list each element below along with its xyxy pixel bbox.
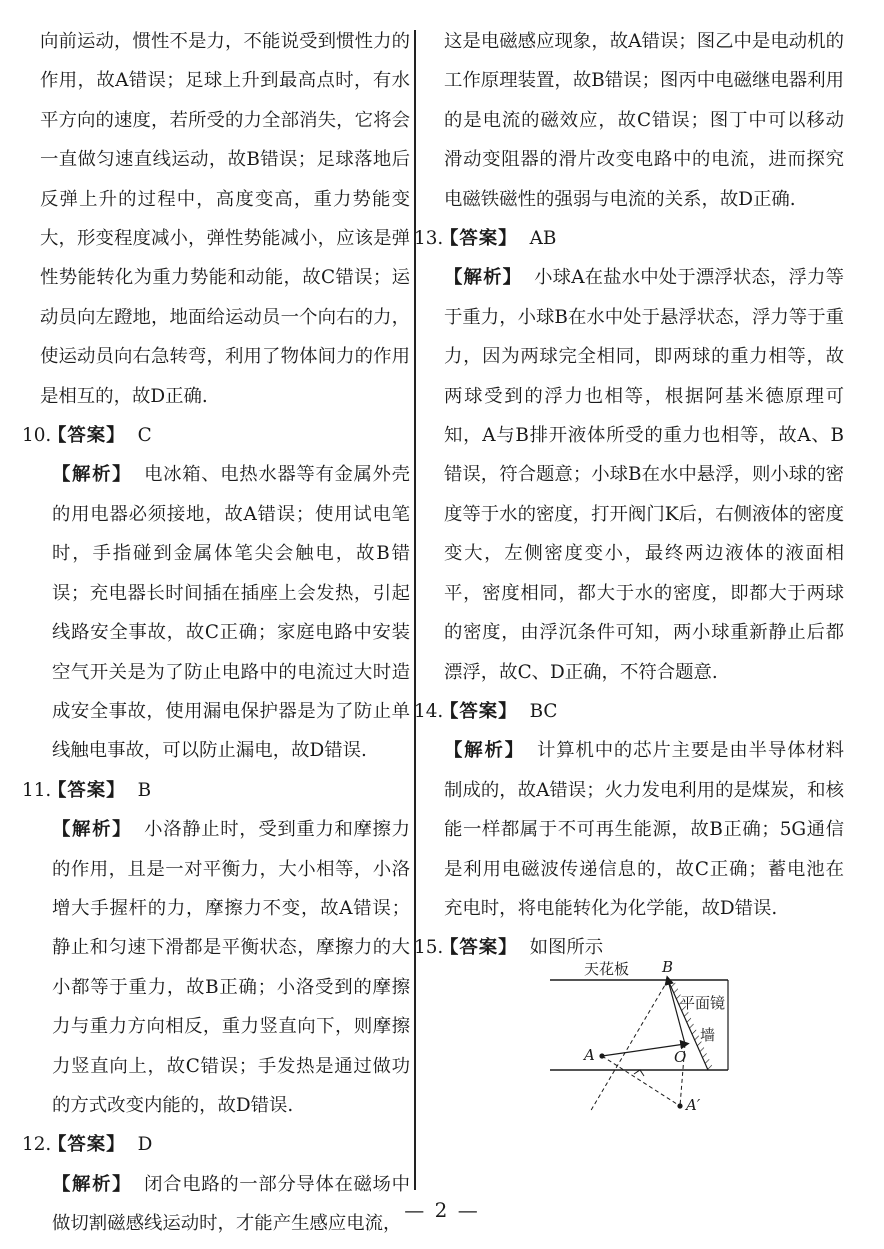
analysis-tag: 【解析】 [52,819,133,841]
left-column [22,22,410,1244]
normal-dashed-line [602,1056,680,1106]
point-a-prime-label: A′ [686,1095,701,1114]
analysis-text: 计算机中的芯片主要是由半导体材料制成的，故A错误；火力发电利用的是煤炭，和核能一样都属于不可再生能源，故B正确；5G通信是利用电磁波传递信息的，故C正确；蓄电池在充电时，将电能转化为化学能，故D错误. [444,740,844,919]
question-14 [414,692,844,928]
page-number: — 2 — [404,1198,480,1222]
mirror-reflection-figure [550,957,810,1114]
analysis-tag: 【解析】 [444,740,525,762]
question-number: 11. [22,779,52,801]
q9-analysis-continuation: 向前运动，惯性不是力，不能说受到惯性力的作用，故A错误；足球上升到最高点时，有水平方向的速度，若所受的力全部消失，它将会一直做匀速直线运动，故B错误；足球落地后反弹上升的过程中，高度变高，重力势能变大，形变程度减小，弹性势能减小，应该是弹性势能转化为重力势能和动能，故C错误；运动员向左蹬地，地面给运动员一个向右的力，使运动员向右急转弯，利用了物体间力的作用是相互的，故D正确. [40,31,410,407]
answer-tag: 【答案】 [48,779,126,801]
point-a-dot [599,1053,604,1058]
analysis-text: 闭合电路的一部分导体在磁场中做切割磁感线运动时，才能产生感应电流， [52,1173,410,1235]
answer-tag: 【答案】 [440,228,518,250]
point-a-label: A [584,1045,595,1064]
analysis-text: 电冰箱、电热水器等有金属外壳的用电器必须接地，故A错误；使用试电笔时，手指碰到金属体笔尖会触电，故B错误；充电器长时间插在插座上会发热，引起线路安全事故，故C正确；家庭电路中安装空气开关是为了防止电路中的电流过大时造成安全事故，使用漏电保护器是为了防止单线触电事故，可以防止漏电，故D错误. [52,464,410,762]
analysis-tag: 【解析】 [444,267,523,289]
answer-tag: 【答案】 [48,1134,126,1156]
column-divider [414,30,416,1190]
extension-dashed-line [590,980,668,1112]
analysis-text: 小球A在盐水中处于漂浮状态，浮力等于重力，小球B在水中处于悬浮状态，浮力等于重力，因为两球完全相同，即两球的重力相等，故两球受到的浮力也相等，根据阿基米德原理可知，A与B排开液体所受的重力也相等，故A、B错误，符合题意；小球B在水中悬浮，则小球的密度等于水的密度，打开阀门K后，右侧液体的密度变大，左侧密度变小，最终两边液体的液面相平，密度相同，都大于水的密度，即都大于两球的密度，由浮沉条件可知，两小球重新静止后都漂浮，故C、D正确，不符合题意. [444,267,844,683]
answer-tag: 【答案】 [440,937,518,959]
right-column [414,22,844,1114]
answer-value: 如图所示 [529,937,604,959]
wall-label: 墙 [700,1025,716,1044]
question-12 [22,1125,410,1243]
analysis-tag: 【解析】 [52,1173,133,1195]
point-a-prime-dot [677,1103,682,1108]
analysis-text: 小洛静止时，受到重力和摩擦力的作用，且是一对平衡力，大小相等，小洛增大手握杆的力，摩擦力不变，故A错误；静止和匀速下滑都是平衡状态，摩擦力的大小都等于重力，故B正确；小洛受到的摩擦力与重力方向相反，重力竖直向下，则摩擦力竖直向上，故C错误；手发热是通过做功的方式改变内能的，故D错误. [52,819,410,1116]
analysis-tag: 【解析】 [52,464,133,486]
answer-value: C [137,425,152,447]
question-13 [414,219,844,692]
point-b-label: B [662,957,674,976]
answer-value: B [137,779,152,801]
reflection-diagram [550,972,810,1112]
question-number: 13. [414,228,444,250]
answer-value: D [137,1134,153,1156]
question-number: 12. [22,1134,52,1156]
answer-value: AB [529,228,557,250]
question-number: 15. [414,937,444,959]
question-15 [414,928,844,1114]
question-number: 14. [414,700,444,722]
question-number: 10. [22,425,52,447]
point-o-label: O [674,1047,687,1066]
right-angle-mark [634,1070,644,1076]
question-11 [22,771,410,1126]
incident-ray [602,1044,685,1056]
q12-analysis-continuation: 这是电磁感应现象，故A错误；图乙中是电动机的工作原理装置，故B错误；图丙中电磁继电器利用的是电流的磁效应，故C错误；图丁中可以移动滑动变阻器的滑片改变电路中的电流，进而探究电磁铁磁性的强弱与电流的关系，故D正确. [444,31,844,210]
answer-tag: 【答案】 [440,700,518,722]
mirror-label: 平面镜 [680,993,726,1012]
ceiling-label: 天花板 [584,959,630,978]
answer-value: BC [529,700,558,722]
answer-tag: 【答案】 [48,425,126,447]
question-10 [22,416,410,771]
